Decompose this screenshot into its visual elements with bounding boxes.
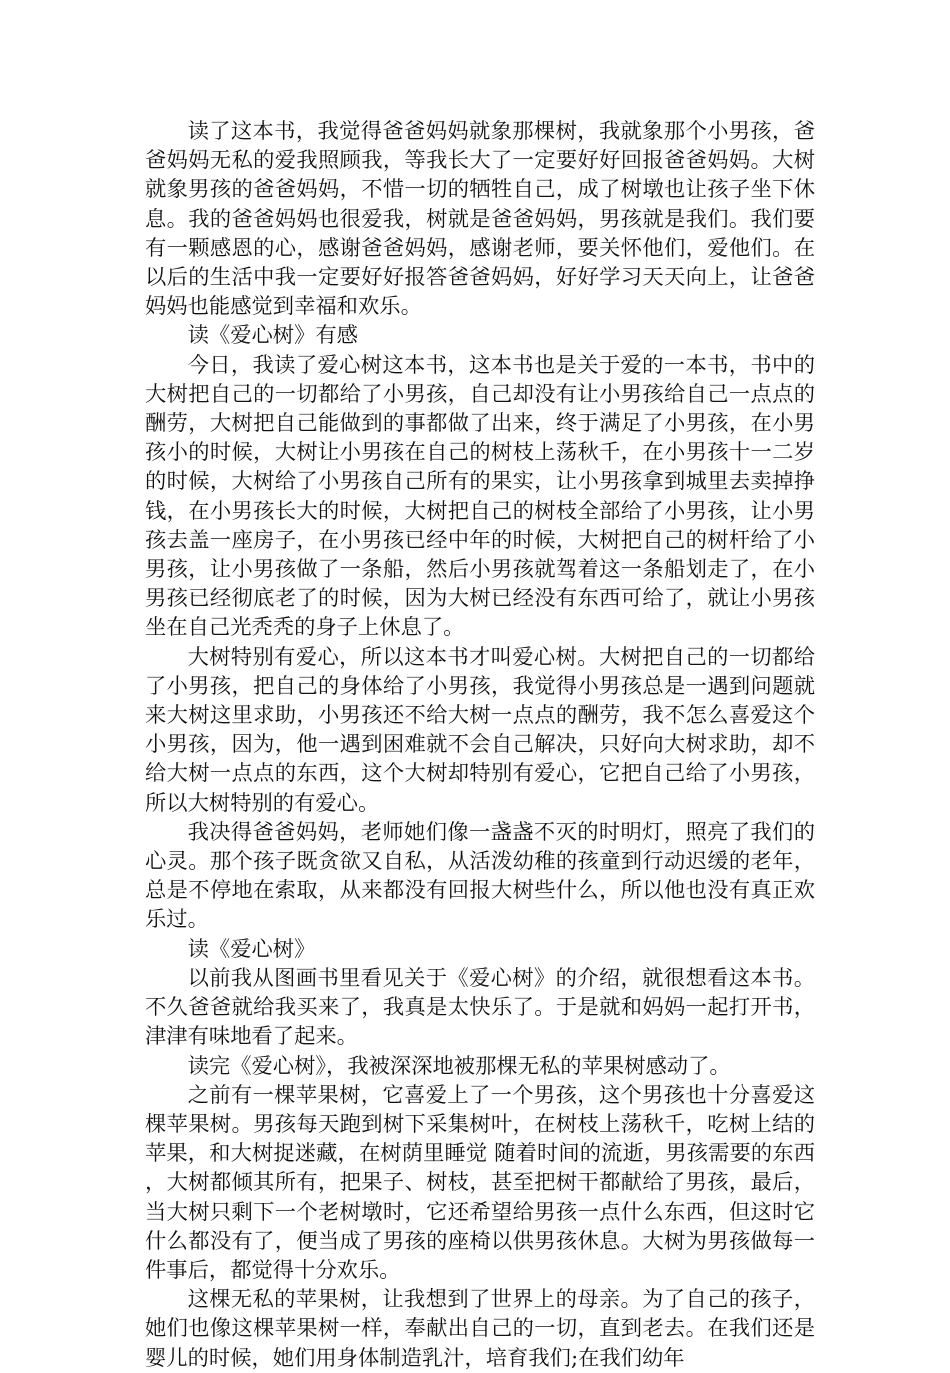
paragraph-picture-book: 以前我从图画书里看见关于《爱心树》的介绍，就很想看这本书。不久爸爸就给我买来了，我真是太快乐了。于是就和妈妈一起打开书，津津有味地看了起来。 [145, 965, 815, 1050]
section-heading-reflection: 读《爱心树》有感 [187, 323, 358, 349]
paragraph-parents-lamp: 我决得爸爸妈妈，老师她们像一盏盏不灭的时明灯，照亮了我们的心灵。那个孩子既贪欲又自私，从活泼幼稚的孩童到行动迟缓的老年，总是不停地在索取，从来都没有回报大树些什么，所以他也没有真正欢乐过。 [145, 819, 815, 933]
paragraph-mothers: 这棵无私的苹果树，让我想到了世界上的母亲。为了自己的孩子，她们也像这棵苹果树一样，奉献出自己的一切，直到老去。在我们还是婴儿的时候，她们用身体制造乳汁，培育我们;在我们幼年 [145, 1287, 815, 1371]
paragraph-gratitude: 读了这本书，我觉得爸爸妈妈就象那棵树，我就象那个小男孩，爸爸妈妈无私的爱我照顾我，等我长大了一定要好好回报爸爸妈妈。大树就象男孩的爸爸妈妈，不惜一切的牺牲自己，成了树墩也让孩子坐下休息。我的爸爸妈妈也很爱我，树就是爸爸妈妈，男孩就是我们。我们要有一颗感恩的心，感谢爸爸妈妈，感谢老师，要关怀他们，爱他们。在以后的生活中我一定要好好报答爸爸妈妈，好好学习天天向上，让爸爸妈妈也能感觉到幸福和欢乐。 [145, 119, 815, 320]
section-heading-read: 读《爱心树》 [187, 936, 316, 962]
paragraph-moved: 读完《爱心树》，我被深深地被那棵无私的苹果树感动了。 [187, 1053, 731, 1079]
paragraph-summary: 今日，我读了爱心树这本书，这本书也是关于爱的一本书，书中的大树把自己的一切都给了小男孩，自己却没有让小男孩给自己一点点的酬劳，大树把自己能做到的事都做了出来，终于满足了小男孩，在小男孩小的时候，大树让小男孩在自己的树枝上荡秋千，在小男孩十一二岁的时候，大树给了小男孩自己所有的果实，让小男孩拿到城里去卖掉挣钱，在小男孩长大的时候，大树把自己的树枝全部给了小男孩，让小男孩去盖一座房子，在小男孩已经中年的时候，大树把自己的树杆给了小男孩，让小男孩做了一条船，然后小男孩就驾着这一条船划走了，在小男孩已经彻底老了的时候，因为大树已经没有东西可给了，就让小男孩坐在自己光秃秃的身子上休息了。 [145, 352, 815, 641]
paragraph-loving-tree: 大树特别有爱心，所以这本书才叫爱心树。大树把自己的一切都给了小男孩，把自己的身体给了小男孩，我觉得小男孩总是一遇到问题就来大树这里求助，小男孩还不给大树一点点的酬劳，我不怎么喜爱这个小男孩，因为，他一遇到困难就不会自己解决，只好向大树求助，却不给大树一点点的东西，这个大树却特别有爱心，它把自己给了小男孩，所以大树特别的有爱心。 [145, 644, 815, 816]
paragraph-apple-tree-story: 之前有一棵苹果树，它喜爱上了一个男孩，这个男孩也十分喜爱这棵苹果树。男孩每天跑到树下采集树叶，在树枝上荡秋千，吃树上结的苹果，和大树捉迷藏，在树荫里睡觉 随着时间的流逝，男孩需要的东西，大树都倾其所有，把果子、树枝，甚至把树干都献给了男孩，最后，当大树只剩下一个老树墩时，它还希望给男孩一点什么东西，但这时它什么都没有了，便当成了男孩的座椅以供男孩休息。大树为男孩做每一件事后，都觉得十分欢乐。 [145, 1082, 815, 1283]
document-page [145, 117, 815, 1373]
